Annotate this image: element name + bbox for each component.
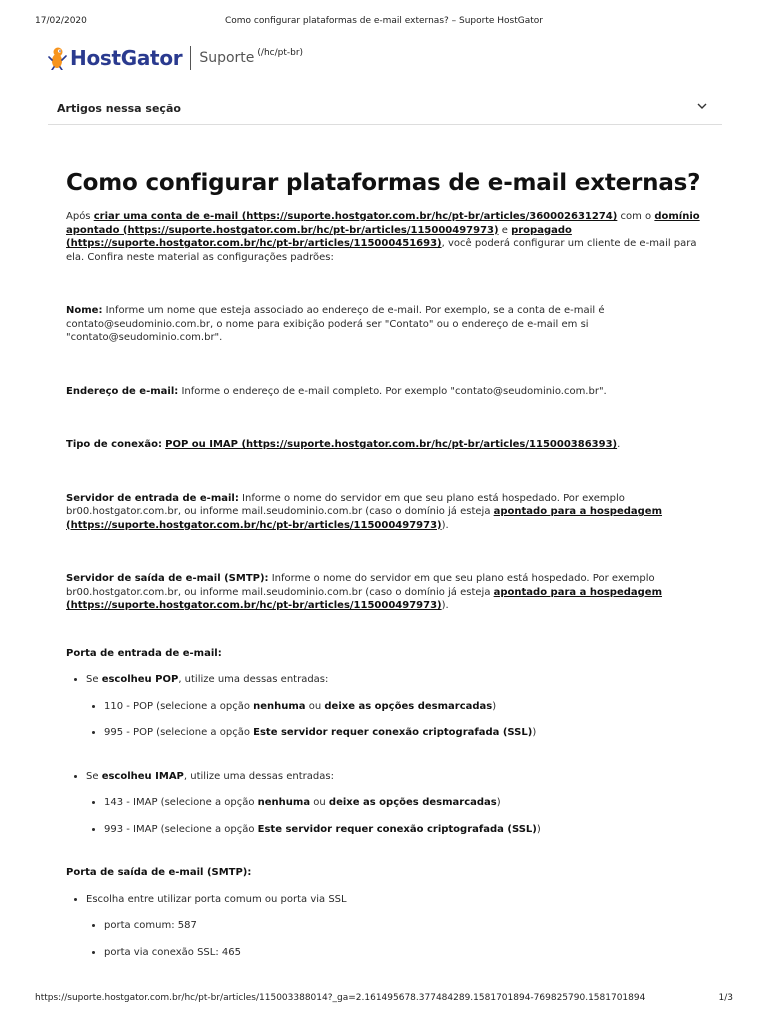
entrada-label: Servidor de entrada de e-mail:	[66, 492, 239, 504]
item-bold: nenhuma	[253, 700, 306, 712]
logo-divider	[190, 46, 191, 70]
article-body	[66, 210, 706, 959]
nome-label: Nome:	[66, 305, 103, 316]
item-bold: deixe as opções desmarcadas	[328, 797, 497, 808]
item-text: 993 - IMAP (selecione a opção	[104, 823, 258, 835]
print-page-number: 1/3	[718, 993, 733, 1003]
endereco-label: Endereço de e-mail:	[66, 385, 179, 397]
list-item: • porta via conexão SSL: 465	[104, 946, 706, 960]
intro-text: e	[498, 224, 512, 236]
item-bold: nenhuma	[257, 797, 311, 808]
item-text: Se	[86, 674, 102, 685]
porta-entrada-list	[66, 673, 706, 836]
item-bold: deixe as opções desmarcadas	[324, 700, 493, 712]
saida-label: Servidor de saída de e-mail (SMTP):	[66, 573, 269, 584]
link-propagado[interactable]: propagado (https://suporte.hostgator.com.br/hc/pt-br/articles/115000451693)	[66, 224, 572, 249]
link-pop-imap[interactable]: POP ou IMAP (https://suporte.hostgator.com.br/hc/pt-br/articles/115000386393)	[165, 439, 618, 450]
porta-entrada-heading	[66, 647, 706, 661]
link-criar-conta[interactable]: criar uma conta de e-mail (https://suporte.hostgator.com.br/hc/pt-br/articles/360002631274)	[93, 211, 618, 222]
item-text: )	[496, 797, 501, 808]
gator-logo-icon[interactable]	[48, 46, 68, 70]
print-header	[35, 16, 733, 30]
porta-entrada-heading-text: Porta de entrada de e-mail:	[66, 647, 222, 659]
endereco-paragraph	[66, 385, 706, 399]
item-text: 143 - IMAP (selecione a opção	[104, 797, 258, 808]
item-text: 995 - POP (selecione a opção	[104, 727, 254, 738]
porta-saida-list	[66, 893, 706, 960]
intro-text: Após	[66, 211, 94, 222]
item-text: ou	[310, 797, 329, 808]
print-title: Como configurar plataformas de e-mail externas? – Suporte HostGator	[224, 16, 543, 26]
intro-text: , você poderá configurar um cliente de e-mail para ela. Confira neste material as configurações padrões:	[66, 238, 697, 263]
item-bold: Este servidor requer conexão criptografada (SSL)	[253, 727, 533, 738]
item-text: )	[536, 823, 541, 835]
list-item	[104, 726, 706, 740]
item-bold: escolheu IMAP	[101, 770, 184, 782]
print-footer	[35, 993, 733, 1007]
item-text: Escolha entre utilizar porta comum ou porta via SSL	[86, 893, 347, 905]
item-text: , utilize uma dessas entradas:	[183, 770, 334, 782]
item-bold: escolheu POP	[101, 674, 179, 685]
link-apontado-hospedagem[interactable]: apontado para a hospedagem (https://suporte.hostgator.com.br/hc/pt-br/articles/115000497973)	[66, 506, 663, 531]
suporte-link[interactable]: (/hc/pt-br)	[257, 48, 304, 58]
link-apontado-hospedagem[interactable]: apontado para a hospedagem (https://suporte.hostgator.com.br/hc/pt-br/articles/115000497973)	[66, 586, 663, 611]
item-text: )	[492, 700, 497, 712]
suporte-label[interactable]: Suporte	[199, 50, 255, 66]
list-item	[86, 893, 706, 960]
list-item	[86, 673, 706, 740]
entrada-text: Informe o nome do servidor em que seu plano está hospedado. Por exemplo br00.hostgator.com.br, ou informe mail.seudominio.com.br (caso o domínio já esteja	[66, 492, 625, 517]
brand-name[interactable]: HostGator	[70, 46, 183, 70]
item-text: Se	[86, 770, 102, 782]
tipo-label: Tipo de conexão:	[66, 439, 162, 450]
intro-paragraph	[66, 210, 706, 264]
chevron-down-icon[interactable]	[696, 100, 708, 112]
pop-options-list	[86, 700, 706, 740]
endereco-text: Informe o endereço de e-mail completo. Por exemplo "contato@seudominio.com.br".	[178, 385, 607, 397]
print-date: 17/02/2020	[35, 16, 87, 26]
list-item: • porta comum: 587	[104, 919, 706, 933]
article-title: Como configurar plataformas de e-mail externas?	[66, 170, 701, 196]
imap-options-list	[86, 796, 706, 836]
saida-paragraph	[66, 572, 706, 613]
print-url: https://suporte.hostgator.com.br/hc/pt-br/articles/115003388014?_ga=2.161495678.377484289.1581701894-769825790.1581701894	[35, 993, 646, 1003]
entrada-paragraph	[66, 492, 706, 533]
section-articles-dropdown[interactable]	[48, 94, 722, 125]
link-dominio-apontado[interactable]: domínio apontado (https://suporte.hostgator.com.br/hc/pt-br/articles/115000497973)	[66, 211, 700, 236]
list-item	[104, 796, 706, 810]
site-header	[48, 44, 303, 72]
tipo-end: .	[617, 439, 621, 450]
item-bold: Este servidor requer conexão criptografada (SSL)	[257, 823, 537, 835]
tipo-paragraph	[66, 438, 706, 452]
nome-text: Informe um nome que esteja associado ao endereço de e-mail. Por exemplo, se a conta de e-mail é contato@seudominio.com.br, o nome para exibição poderá ser "Contato" ou o endereço de e-mail em si "contato@seudominio.com.br".	[66, 305, 605, 343]
list-item	[86, 770, 706, 837]
item-text: ou	[305, 700, 325, 712]
item-text: 110 - POP (selecione a opção	[104, 700, 254, 712]
list-item	[104, 823, 706, 837]
porta-saida-heading	[66, 866, 706, 880]
item-text: )	[532, 727, 537, 738]
item-text: , utilize uma dessas entradas:	[178, 674, 329, 685]
porta-saida-heading-text: Porta de saída de e-mail (SMTP):	[66, 867, 252, 878]
section-articles-label: Artigos nessa seção	[57, 102, 181, 115]
nome-paragraph	[66, 304, 706, 345]
list-item	[104, 700, 706, 714]
entrada-end: ).	[441, 519, 449, 531]
saida-end: ).	[441, 600, 449, 611]
intro-text: com o	[617, 211, 655, 222]
smtp-ports-list	[86, 919, 706, 959]
saida-text: Informe o nome do servidor em que seu plano está hospedado. Por exemplo br00.hostgator.com.br, ou informe mail.seudominio.com.br (caso o domínio já esteja	[66, 573, 655, 598]
